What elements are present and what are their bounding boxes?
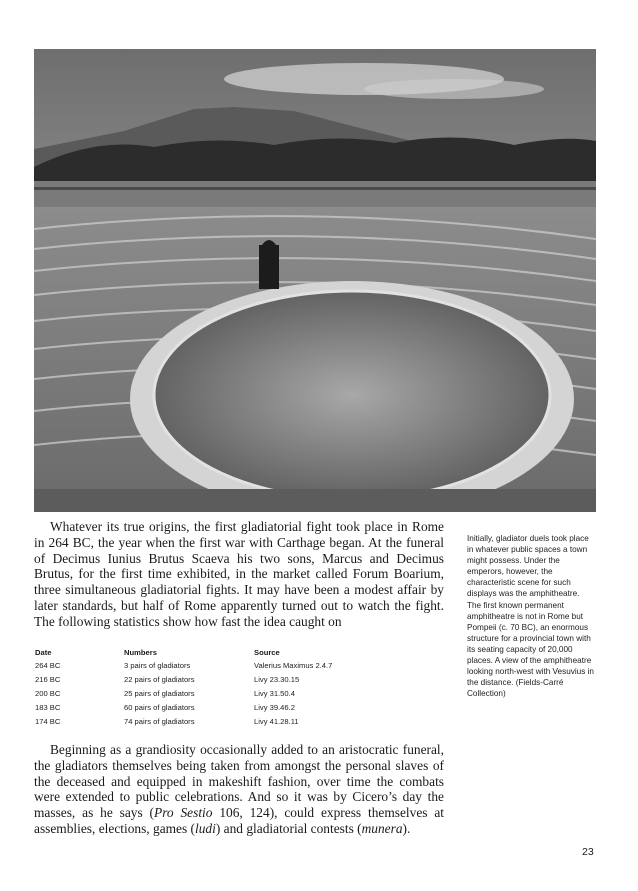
cell-date: 200 BC [35,689,61,698]
header-numbers: Numbers [124,648,157,657]
header-date: Date [35,648,52,657]
cell-numbers: 22 pairs of gladiators [124,675,195,684]
table-row [35,661,435,675]
cell-numbers: 25 pairs of gladiators [124,689,195,698]
cell-source: Livy 31.50.4 [254,689,295,698]
term-munera: munera [361,820,403,836]
page-number: 23 [582,846,594,858]
table-row [35,703,435,717]
cell-date: 183 BC [35,703,61,712]
work-title: Pro Sestio [154,805,213,821]
cell-numbers: 60 pairs of gladiators [124,703,195,712]
cell-date: 264 BC [35,661,61,670]
paragraph-2-part-c: ) and gladiatorial contests ( [215,820,362,836]
cell-source: Livy 41.28.11 [254,717,299,726]
table-row [35,717,435,731]
cell-source: Livy 39.46.2 [254,703,295,712]
term-ludi: ludi [195,820,216,836]
paragraph-2-part-d: ). [402,820,411,836]
cell-date: 174 BC [35,717,61,726]
header-source: Source [254,648,280,657]
body-paragraph-2 [34,742,444,837]
cell-date: 216 BC [35,675,61,684]
body-paragraph-1 [34,519,444,630]
amphitheatre-photo [34,49,596,512]
paragraph-1-text: Whatever its true origins, the first gladiatorial fight took place in Rome in 264 BC, the year when the first war with Carthage began. At the funeral of Decimus Iunius Brutus Scaeva his two sons, Marcus and Decimus Brutus, for the first time exhibited, in the market called Forum Boarium, three simultaneous gladiatorial fights. It may have been a modest affair by later standards, but half of Rome apparently turned out to watch the fight. The following statistics show how fast the idea caught on [34,519,444,629]
cell-source: Valerius Maximus 2.4.7 [254,661,333,670]
photo-caption: Initially, gladiator duels took place in whatever public spaces a town might possess. Under the emperors, however, the characteristic scene for such displays was the amphitheatre. The first known permanent amphitheatre is not in Rome but Pompeii (c. 70 BC), an enormous structure for a provincial town with its seating capacity of 20,000 places. A view of the amphitheatre looking north-west with Vesuvius in the distance. (Fields-Carré Collection) [467,534,594,699]
paragraph-2-part-b: 106, 124), could express themselves at assemblies, elections, games ( [34,805,444,836]
table-row [35,689,435,703]
table-header-row [35,648,435,661]
gladiator-statistics-table [35,648,435,731]
cell-numbers: 3 pairs of gladiators [124,661,191,670]
paragraph-2-text [34,742,444,837]
cell-numbers: 74 pairs of gladiators [124,717,195,726]
cell-source: Livy 23.30.15 [254,675,300,684]
table-row [35,675,435,689]
paragraph-2-part-a: Beginning as a grandiosity occasionally added to an aristocratic funeral, the gladiators themselves being taken from amongst the personal slaves of the deceased and equipped in makeshift fashion, over time the combats were extended to public celebrations. And so it was by Cicero’s day the masses, as he says ( [34,742,444,821]
